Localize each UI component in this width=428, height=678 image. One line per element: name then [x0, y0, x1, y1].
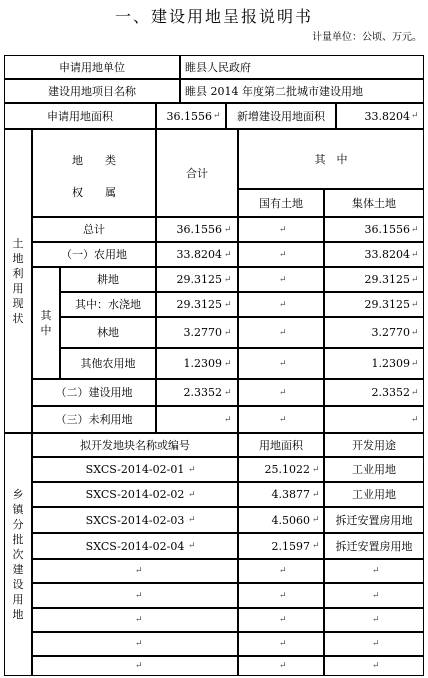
paragraph-mark: ↵	[279, 274, 287, 285]
land-row-collective: 33.8204	[364, 248, 410, 261]
land-row-total: 1.2309	[183, 357, 222, 370]
page-title: 一、建设用地呈报说明书	[114, 7, 313, 26]
land-row-total: 2.3352	[183, 386, 222, 399]
paragraph-mark: ↵	[224, 414, 232, 425]
paragraph-mark: ↵	[135, 661, 143, 671]
paragraph-mark: ↵	[411, 274, 419, 285]
paragraph-mark: ↵	[188, 515, 196, 525]
paragraph-mark: ↵	[279, 590, 287, 601]
paragraph-mark: ↵	[279, 639, 287, 649]
land-row-label: 其中：水浇地	[75, 298, 141, 311]
paragraph-mark: ↵	[188, 464, 196, 475]
paragraph-mark: ↵	[224, 299, 232, 310]
plot-row-use: 工业用地	[352, 488, 396, 501]
land-row-total: 3.2770	[183, 326, 222, 339]
new-area-label: 新增建设用地面积	[237, 109, 325, 123]
paragraph-mark: ↵	[224, 387, 232, 398]
paragraph-mark: ↵	[224, 358, 232, 369]
paragraph-mark: ↵	[224, 249, 232, 260]
unit-note: 计量单位：公顷、万元。	[312, 32, 422, 43]
paragraph-mark: ↵	[279, 299, 287, 310]
plot-area-header: 用地面积	[259, 438, 303, 452]
paragraph-mark: ↵	[135, 590, 143, 601]
plot-use-header: 开发用途	[352, 438, 396, 452]
plot-row-area: 4.5060	[271, 513, 310, 527]
paragraph-mark: ↵	[279, 358, 287, 369]
paragraph-mark: ↵	[411, 299, 419, 310]
plot-row-use: 工业用地	[352, 463, 396, 476]
project-value: 睢县 2014 年度第二批城市建设用地	[185, 84, 363, 98]
paragraph-mark: ↵	[135, 639, 143, 649]
qizhong-label: 其中	[40, 309, 52, 337]
paragraph-mark: ↵	[279, 387, 287, 398]
land-row-collective: 29.3125	[364, 273, 410, 286]
paragraph-mark: ↵	[411, 111, 419, 121]
collective-land-header: 集体土地	[352, 196, 396, 210]
area-value: 36.1556	[166, 109, 212, 123]
land-use-section-label: 土地利用现状	[12, 237, 24, 325]
land-row-label: 耕地	[97, 273, 119, 286]
paragraph-mark: ↵	[312, 541, 320, 551]
land-row-total: 29.3125	[176, 273, 222, 286]
paragraph-mark: ↵	[279, 661, 287, 671]
paragraph-mark: ↵	[279, 224, 287, 235]
paragraph-mark: ↵	[411, 358, 419, 369]
new-area-value: 33.8204	[364, 109, 410, 123]
paragraph-mark: ↵	[224, 274, 232, 285]
land-row-label: （三）未利用地	[55, 413, 133, 426]
of-which-header: 其 中	[314, 152, 348, 166]
paragraph-mark: ↵	[279, 249, 287, 260]
paragraph-mark: ↵	[135, 615, 143, 625]
paragraph-mark: ↵	[279, 615, 287, 625]
plot-row-use: 拆迁安置房用地	[335, 539, 413, 553]
paragraph-mark: ↵	[312, 489, 320, 500]
plot-row-area: 4.3877	[271, 488, 310, 501]
land-row-total: 36.1556	[176, 223, 222, 236]
paragraph-mark: ↵	[213, 111, 221, 121]
plot-row-use: 拆迁安置房用地	[335, 513, 413, 527]
project-label: 建设用地项目名称	[48, 84, 136, 98]
paragraph-mark: ↵	[372, 566, 380, 576]
plot-row-name: SXCS-2014-02-01	[85, 463, 185, 476]
land-row-collective: 36.1556	[364, 223, 410, 236]
land-row-label: （一）农用地	[61, 248, 127, 261]
paragraph-mark: ↵	[279, 327, 287, 338]
paragraph-mark: ↵	[411, 224, 419, 235]
paragraph-mark: ↵	[411, 327, 419, 338]
land-row-total: 33.8204	[176, 248, 222, 261]
total-header: 合计	[186, 166, 208, 180]
paragraph-mark: ↵	[279, 414, 287, 425]
land-row-collective: 3.2770	[371, 326, 410, 339]
paragraph-mark: ↵	[312, 464, 320, 475]
plot-row-area: 2.1597	[271, 539, 310, 553]
land-row-collective-cell	[324, 406, 424, 433]
plot-row-name: SXCS-2014-02-03	[85, 513, 185, 527]
paragraph-mark: ↵	[312, 515, 320, 525]
area-label: 申请用地面积	[47, 109, 113, 123]
plot-section-label: 乡镇分批次建设用地	[12, 488, 24, 621]
state-land-header: 国有土地	[259, 196, 303, 210]
plot-row-name: SXCS-2014-02-02	[85, 488, 185, 501]
land-row-collective: 29.3125	[364, 298, 410, 311]
paragraph-mark: ↵	[372, 639, 380, 649]
land-row-collective: 1.2309	[371, 357, 410, 370]
plot-row-name: SXCS-2014-02-04	[85, 539, 185, 553]
plot-row-area: 25.1022	[264, 463, 310, 476]
paragraph-mark: ↵	[372, 661, 380, 671]
land-row-label: （二）建设用地	[55, 386, 133, 399]
category-header-bottom: 权 属	[72, 185, 116, 199]
applicant-label: 申请用地单位	[59, 60, 125, 74]
land-row-total: 29.3125	[176, 298, 222, 311]
paragraph-mark: ↵	[372, 590, 380, 601]
paragraph-mark: ↵	[224, 327, 232, 338]
land-row-collective: 2.3352	[371, 386, 410, 399]
paragraph-mark: ↵	[135, 566, 143, 576]
paragraph-mark: ↵	[411, 414, 419, 425]
paragraph-mark: ↵	[224, 224, 232, 235]
land-row-label: 其他农用地	[80, 357, 136, 370]
paragraph-mark: ↵	[411, 387, 419, 398]
paragraph-mark: ↵	[411, 249, 419, 260]
category-header-top: 地 类	[72, 153, 116, 167]
paragraph-mark: ↵	[279, 566, 287, 576]
paragraph-mark: ↵	[188, 541, 196, 551]
applicant-value: 睢县人民政府	[185, 60, 251, 74]
paragraph-mark: ↵	[188, 489, 196, 500]
land-row-label: 总计	[83, 223, 105, 236]
plot-name-header: 拟开发地块名称或编号	[80, 438, 190, 452]
paragraph-mark: ↵	[372, 615, 380, 625]
category-header-cell	[32, 129, 156, 217]
land-row-label: 林地	[97, 326, 119, 339]
